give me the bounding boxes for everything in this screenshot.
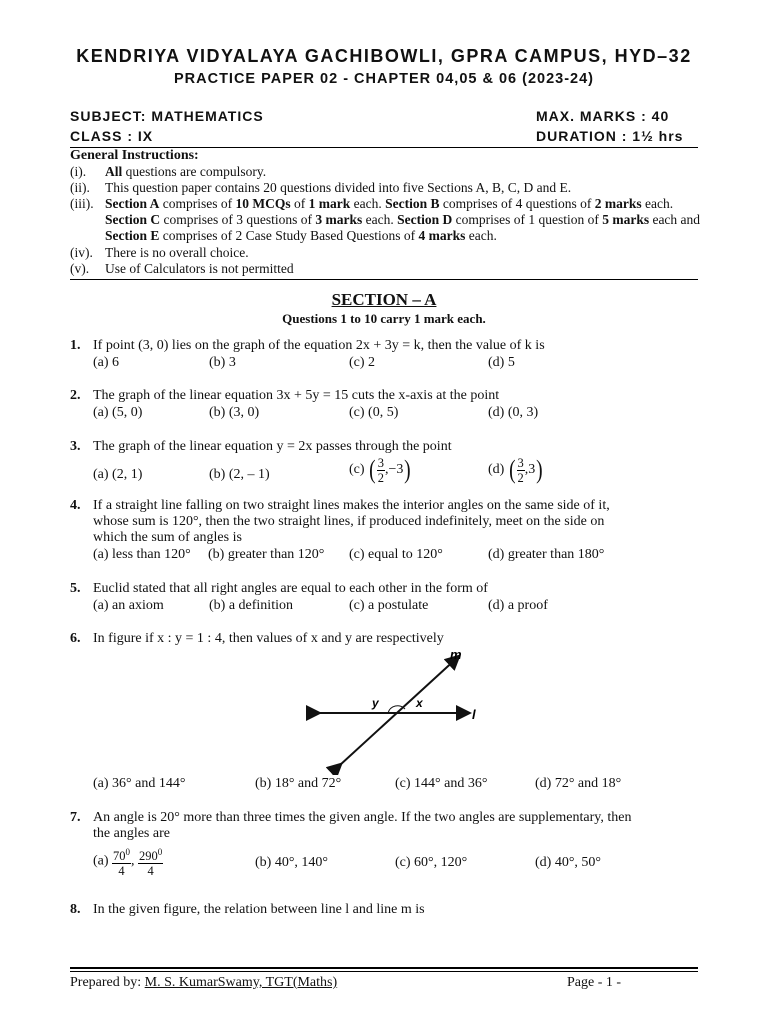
instructions-title: General Instructions: — [70, 148, 199, 163]
option-c: (c) (0, 5) — [349, 405, 399, 420]
option-d: (d) a proof — [488, 598, 548, 613]
label-x: x — [416, 696, 423, 710]
label-y: y — [372, 696, 379, 710]
subject-label: SUBJECT: MATHEMATICS — [70, 108, 264, 124]
section-title: SECTION – A — [331, 290, 437, 309]
instruction-number: (ii). — [70, 180, 90, 195]
section-subtitle: Questions 1 to 10 carry 1 mark each. — [282, 311, 486, 326]
option-d: (d) 40°, 50° — [535, 855, 602, 870]
school-title: KENDRIYA VIDYALAYA GACHIBOWLI, GPRA CAMPUS, HYD–32 — [76, 46, 692, 66]
question-text: If a straight line falling on two straight lines makes the interior angles on the same side of it, whose sum is 120°, then the two straight lines, if produced indefinitely, meet on the side on which the sum of angles is — [93, 498, 610, 545]
question-text: In figure if x : y = 1 : 4, then values of x and y are respectively — [93, 631, 444, 646]
fraction: $\frac{3}{2}$ — [517, 455, 524, 485]
question-text: In the given figure, the relation between line l and line m is — [93, 902, 425, 917]
question-text: If point (3, 0) lies on the graph of the equation 2x + 3y = k, then the value of k is — [93, 338, 545, 353]
prepared-by: Prepared by: M. S. KumarSwamy, TGT(Maths) — [70, 975, 338, 990]
question-number: 3. — [70, 439, 81, 454]
option-a: (a) $\frac{70^0}{4}$ , $\frac{290^0}{4}$ — [93, 847, 163, 879]
option-b: (b) 3 — [209, 355, 236, 370]
option-a: (a) less than 120° — [93, 547, 191, 562]
footer-rule — [70, 967, 698, 969]
instruction-text: This question paper contains 20 questions divided into five Sections A, B, C, D and E. — [105, 180, 572, 195]
option-b: (b) (2, – 1) — [209, 467, 270, 482]
option-b: (b) (3, 0) — [209, 405, 260, 420]
instruction-text: All questions are compulsory. — [105, 164, 267, 179]
instruction-number: (v). — [70, 261, 90, 276]
page-number: Page - 1 - — [567, 975, 622, 990]
angle-arc — [388, 706, 405, 713]
option-c: (c) a postulate — [349, 598, 429, 613]
option-c: (c) 60°, 120° — [395, 855, 468, 870]
question-number: 7. — [70, 810, 81, 825]
question-text: An angle is 20° more than three times the given angle. If the two angles are supplementary, then the angles are — [93, 810, 632, 841]
option-c: (c) 2 — [349, 355, 376, 370]
instruction-number: (i). — [70, 164, 87, 179]
instruction-text: There is no overall choice. — [105, 245, 249, 260]
option-c: (c) 144° and 36° — [395, 776, 488, 791]
question-text: The graph of the linear equation y = 2x passes through the point — [93, 439, 452, 454]
fraction: $\frac{3}{2}$ — [377, 455, 384, 485]
option-a: (a) 6 — [93, 355, 120, 370]
option-a: (a) 36° and 144° — [93, 776, 186, 791]
option-b: (b) a definition — [209, 598, 293, 613]
instruction-item — [70, 196, 730, 244]
option-b: (b) 40°, 140° — [255, 855, 329, 870]
line-m — [340, 657, 458, 765]
paper-title: PRACTICE PAPER 02 - CHAPTER 04,05 & 06 (2023-24) — [173, 71, 595, 87]
option-a: (a) (2, 1) — [93, 467, 143, 482]
fraction: $\frac{70^0}{4}$ — [113, 847, 131, 879]
instruction-text: Section A comprises of 10 MCQs of 1 mark each. Section B comprises of 4 questions of 2 marks each. Section C comprises of 3 questions of 3 marks each. Section D comprises of 1 question of 5 marks each and Section E comprises of 2 Case Study Based Questions of 4 marks each. — [105, 196, 701, 243]
option-d: (d) 5 — [488, 355, 515, 370]
duration-label: DURATION : 1½ hrs — [536, 128, 684, 144]
question-number: 4. — [70, 498, 81, 513]
question-number: 5. — [70, 581, 81, 596]
option-d: (d) ( $\frac{3}{2}$ ,3) — [488, 455, 543, 485]
question-number: 1. — [70, 338, 81, 353]
fraction: $\frac{290^0}{4}$ — [139, 847, 163, 879]
question-number: 2. — [70, 388, 81, 403]
instruction-number: (iv). — [70, 245, 93, 260]
instruction-number: (iii). — [70, 196, 94, 211]
question-number: 6. — [70, 631, 81, 646]
option-d: (d) 72° and 18° — [535, 776, 622, 791]
option-b: (b) greater than 120° — [208, 547, 325, 562]
option-a: (a) (5, 0) — [93, 405, 143, 420]
instruction-text: Use of Calculators is not permitted — [105, 261, 294, 276]
option-b: (b) 18° and 72° — [255, 776, 342, 791]
option-d: (d) (0, 3) — [488, 405, 539, 420]
max-marks-label: MAX. MARKS : 40 — [536, 108, 670, 124]
option-d: (d) greater than 180° — [488, 547, 605, 562]
footer-rule-thin — [70, 971, 698, 972]
q6-figure — [300, 645, 500, 775]
label-l: l — [472, 707, 476, 722]
label-m: m — [450, 647, 462, 662]
instructions-rule — [70, 279, 698, 280]
question-text: The graph of the linear equation 3x + 5y = 15 cuts the x-axis at the point — [93, 388, 500, 403]
question-number: 8. — [70, 902, 81, 917]
class-label: CLASS : IX — [70, 128, 154, 144]
option-c: (c) equal to 120° — [349, 547, 443, 562]
option-c: (c) ( $\frac{3}{2}$ ,−3) — [349, 455, 411, 485]
option-a: (a) an axiom — [93, 598, 164, 613]
question-text: Euclid stated that all right angles are equal to each other in the form of — [93, 581, 488, 596]
